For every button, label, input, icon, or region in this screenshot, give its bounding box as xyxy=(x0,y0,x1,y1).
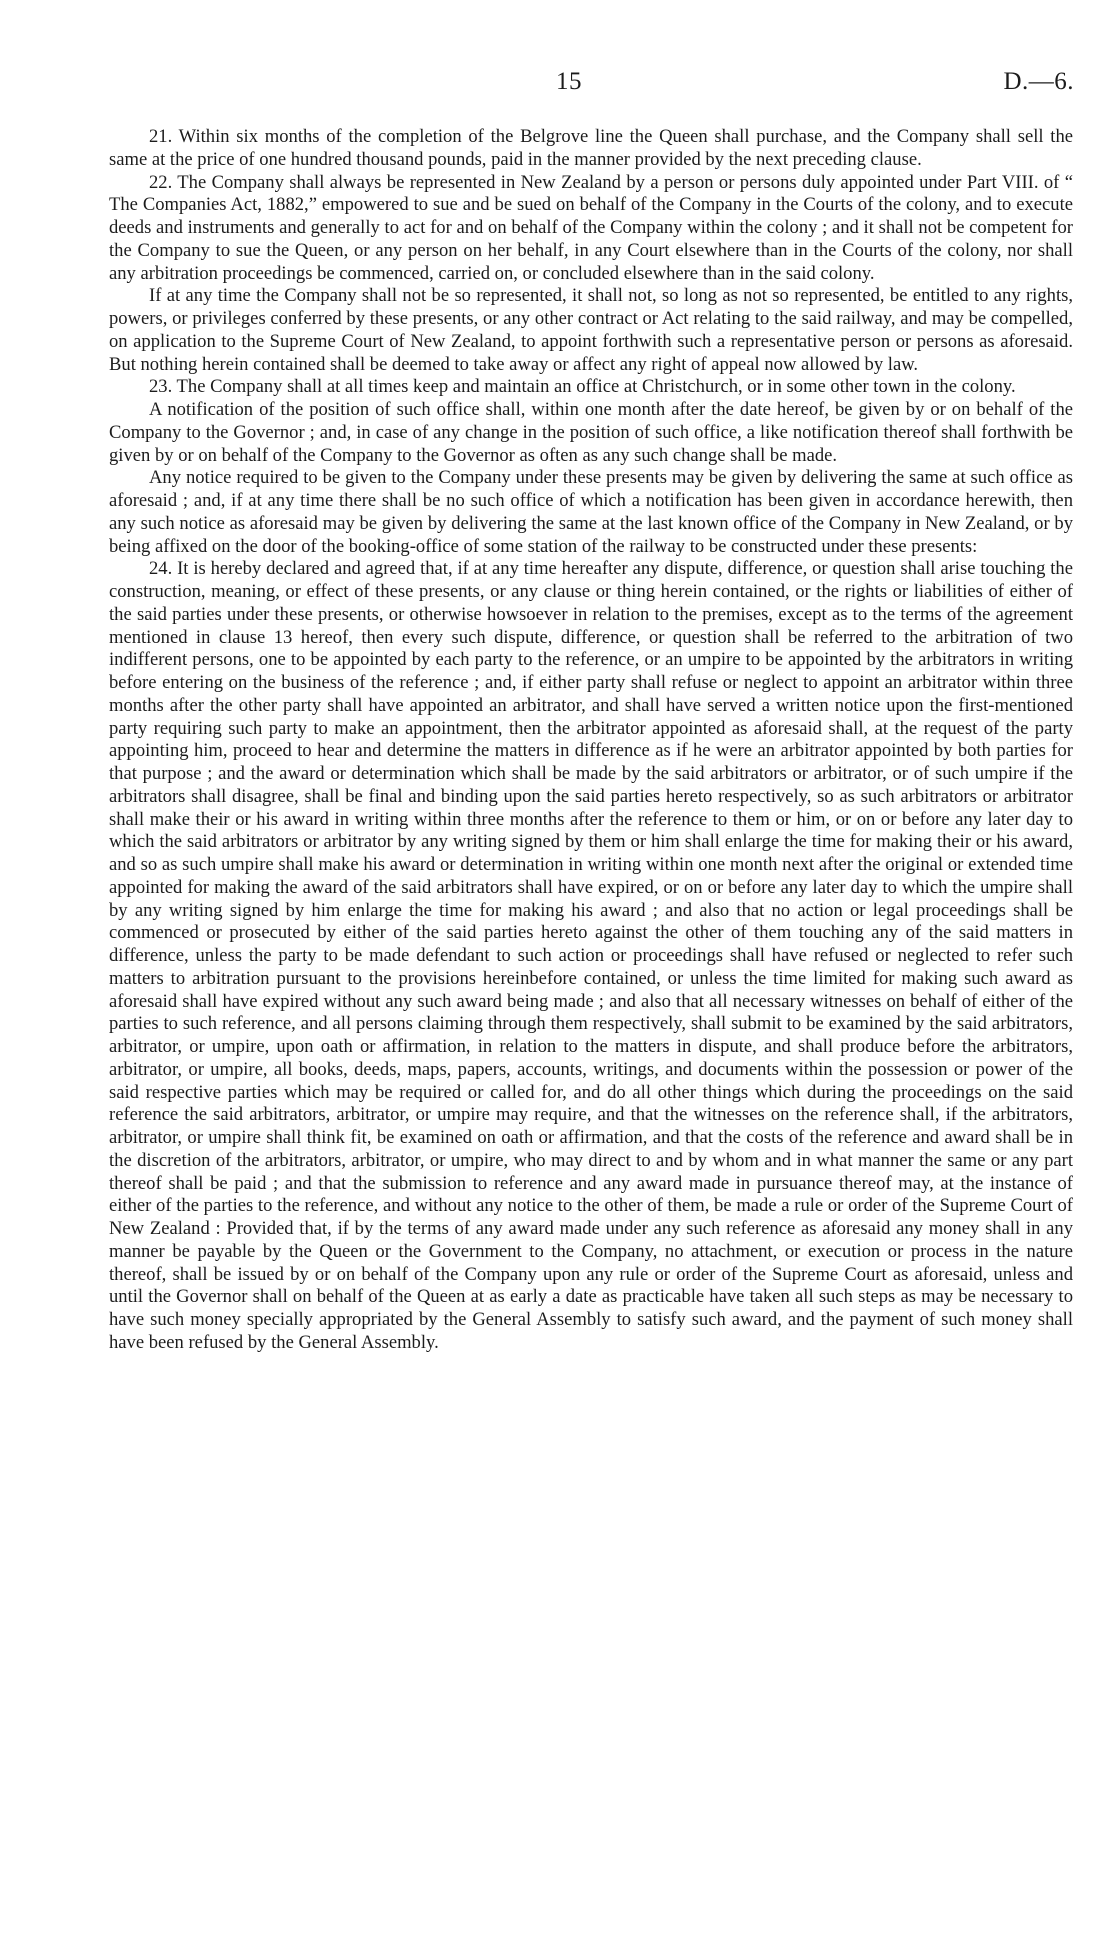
document-reference: D.—6. xyxy=(1003,68,1074,95)
paragraph-clause-22: 22. The Company shall always be represented in New Zealand by a person or persons duly appointed under Part VIII. of “ The Companies Act, 1882,” empowered to sue and be sued on behalf of the Company in the Courts of the colony, and to execute deeds and instruments and generally to act for and on behalf of the Company within the colony ; and it shall not be competent for the Company to sue the Queen, or any person on her behalf, in any Court elsewhere than in the Courts of the colony, nor shall any arbitration proceedings be commenced, carried on, or concluded elsewhere than in the said colony. xyxy=(109,171,1073,284)
paragraph-office-notification: A notification of the position of such office shall, within one month after the date hereof, be given by or on behalf of the Company to the Governor ; and, in case of any change in the position of such office, a like notification thereof shall forthwith be given by or on behalf of the Company to the Governor as often as any such change shall be made. xyxy=(109,399,1073,466)
page-header xyxy=(0,68,1114,102)
paragraph-clause-23: 23. The Company shall at all times keep and maintain an office at Christchurch, or in some other town in the colony. xyxy=(149,376,1016,398)
paragraph-notice-delivery: Any notice required to be given to the Company under these presents may be given by delivering the same at such office as aforesaid ; and, if at any time there shall be no such office of which a notification has been given in accordance herewith, then any such notice as aforesaid may be given by delivering the same at the last known office of the Company in New Zealand, or by being affixed on the door of the booking-office of some station of the railway to be constructed under these presents: xyxy=(109,467,1073,557)
page-number: 15 xyxy=(556,68,582,95)
paragraph-clause-24: 24. It is hereby declared and agreed that, if at any time hereafter any dispute, difference, or question shall arise touching the construction, meaning, or effect of these presents, or any clause or thing herein contained, or the rights or liabilities of either of the said parties under these presents, or otherwise howsoever in relation to the premises, except as to the terms of the agreement mentioned in clause 13 hereof, then every such dispute, difference, or question shall be referred to the arbitration of two indifferent persons, one to be appointed by each party to the reference, or an umpire to be appointed by the arbitrators in writing before entering on the business of the reference ; and, if either party shall refuse or neglect to appoint an arbitrator within three months after the other party shall have appointed an arbitrator, and shall have served a written notice upon the first-mentioned party requiring such party to make an appointment, then the arbitrator appointed as aforesaid shall, at the request of the party appointing him, proceed to hear and determine the matters in difference as if he were an arbitrator appointed by both parties for that purpose ; and the award or determination which shall be made by the said arbitrators or arbitrator, or of such umpire if the arbitrators shall disagree, shall be final and binding upon the said parties hereto respectively, so as such arbitrators or arbitrator shall make their or his award in writing within three months after the reference to them or him, or on or before any later day to which the said arbitrators or arbitrator by any writing signed by them or him shall enlarge the time for making their or his award, and so as such umpire shall make his award or determination in writing within one month next after the original or extended time appointed for making the award of the said arbitrators shall have expired, or on or before any later day to which the umpire shall by any writing signed by him enlarge the time for making his award ; and also that no action or legal proceedings shall be commenced or prosecuted by either of the said parties hereto against the other of them touching any of the said matters in difference, unless the party to be made defendant to such action or proceedings shall have refused or neglected to refer such matters to arbitration pursuant to the provisions hereinbefore contained, or unless the time limited for making such award as aforesaid shall have expired without any such award being made ; and also that all necessary witnesses on behalf of either of the parties to such reference, and all persons claiming through them respectively, shall submit to be examined by the said arbitrators, arbitrator, or umpire, upon oath or affirmation, in relation to the matters in dispute, and shall produce before the arbitrators, arbitrator, or umpire, all books, deeds, maps, papers, accounts, writings, and documents within the possession or power of the said respective parties which may be required or called for, and do all other things which during the proceedings on the said reference the said arbitrators, arbitrator, or umpire may require, and that the witnesses on the reference shall, if the arbitrators, arbitrator, or umpire shall think fit, be examined on oath or affirmation, and that the costs of the reference and award shall be in the discretion of the arbitrators, arbitrator, or umpire, who may direct to and by whom and in what manner the same or any part thereof shall be paid ; and that the submission to reference and any award made in pursuance thereof may, at the instance of either of the parties to the reference, and without any notice to the other of them, be made a rule or order of the Supreme Court of New Zealand : Provided that, if by the terms of any award made under any such reference as aforesaid any money shall in any manner be payable by the Queen or the Government to the Company, no attachment, or execution or process in the nature thereof, shall be issued by or on behalf of the Company upon any rule or order of the Supreme Court as aforesaid, unless and until the Governor shall on behalf of the Queen at as early a date as practicable have taken all such steps as may be necessary to have such money specially appropriated by the General Assembly to satisfy such award, and the payment of such money shall have been refused by the General Assembly. xyxy=(109,558,1073,1353)
body-text xyxy=(109,126,1073,1355)
paragraph-clause-21: 21. Within six months of the completion of the Belgrove line the Queen shall purchase, and the Company shall sell the same at the price of one hundred thousand pounds, paid in the manner provided by the next preceding clause. xyxy=(109,126,1073,170)
paragraph-representation: If at any time the Company shall not be so represented, it shall not, so long as not so represented, be entitled to any rights, powers, or privileges conferred by these presents, or any other contract or Act relating to the said railway, and may be compelled, on application to the Supreme Court of New Zealand, to appoint forthwith such a representative person or persons as aforesaid. But nothing herein contained shall be deemed to take away or affect any right of appeal now allowed by law. xyxy=(109,285,1073,375)
